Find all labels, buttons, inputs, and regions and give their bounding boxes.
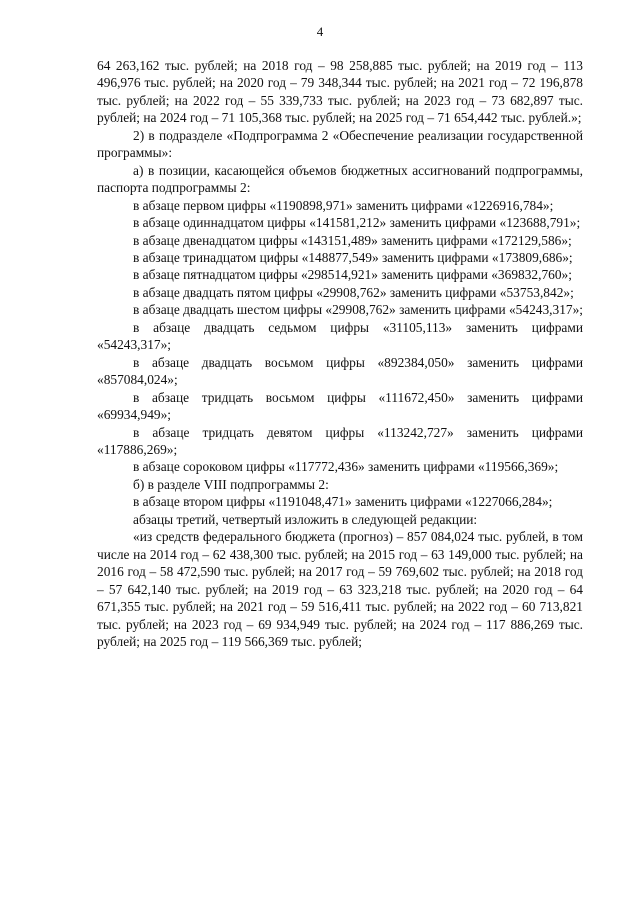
paragraph: абзацы третий, четвертый изложить в следующей редакции:	[133, 511, 478, 527]
paragraph: 64 263,162 тыс. рублей; на 2018 год – 98 258,885 тыс. рублей; на 2019 год – 113 496,976 тыс. рублей; на 2020 год – 79 348,344 тыс. рублей; на 2021 год – 72 196,878 тыс. рублей; на 2022 год – 55 339,733 тыс. рублей; на 2023 год – 73 682,897 тыс. рублей; на 2024 год – 71 105,368 тыс. рублей; на 2025 год – 71 654,442 тыс. рублей.»;	[97, 58, 583, 126]
paragraph: в абзаце одиннадцатом цифры «141581,212» заменить цифрами «123688,791»;	[133, 215, 581, 231]
paragraph: а) в позиции, касающейся объемов бюджетных ассигнований подпрограммы, паспорта подпрограммы 2:	[97, 162, 583, 196]
paragraph: в абзаце тринадцатом цифры «148877,549» заменить цифрами «173809,686»;	[133, 249, 573, 265]
paragraph: в абзаце двадцать восьмом цифры «892384,050» заменить цифрами «857084,024»;	[97, 354, 583, 388]
paragraph: в абзаце двенадцатом цифры «143151,489» заменить цифрами «172129,586»;	[133, 232, 572, 248]
paragraph: в абзаце втором цифры «1191048,471» заменить цифрами «1227066,284»;	[133, 494, 553, 510]
paragraph: в абзаце сороковом цифры «117772,436» заменить цифрами «119566,369»;	[133, 459, 559, 475]
page-number: 4	[316, 24, 324, 39]
paragraph: «из средств федерального бюджета (прогноз) – 857 084,024 тыс. рублей, в том числе на 2014 год – 62 438,300 тыс. рублей; на 2015 год – 63 149,000 тыс. рублей; на 2016 год – 58 472,590 тыс. рублей; на 2017 год – 59 769,602 тыс. рублей; на 2018 год – 57 642,140 тыс. рублей; на 2019 год – 63 323,218 тыс. рублей; на 2020 год – 64 671,355 тыс. рублей; на 2021 год – 59 516,411 тыс. рублей; на 2022 год – 60 713,821 тыс. рублей; на 2023 год – 69 934,949 тыс. рублей; на 2024 год – 117 886,269 тыс. рублей; на 2025 год – 119 566,369 тыс. рублей;	[97, 529, 583, 649]
document-body	[97, 57, 583, 650]
paragraph: в абзаце первом цифры «1190898,971» заменить цифрами «1226916,784»;	[133, 197, 554, 213]
paragraph: 2) в подразделе «Подпрограмма 2 «Обеспечение реализации государственной программы»:	[97, 127, 583, 161]
paragraph: в абзаце тридцать восьмом цифры «111672,450» заменить цифрами «69934,949»;	[97, 389, 583, 423]
paragraph: в абзаце двадцать шестом цифры «29908,762» заменить цифрами «54243,317»;	[133, 302, 584, 318]
paragraph: в абзаце двадцать седьмом цифры «31105,113» заменить цифрами «54243,317»;	[97, 319, 583, 353]
paragraph: б) в разделе VIII подпрограммы 2:	[133, 476, 329, 492]
paragraph: в абзаце пятнадцатом цифры «298514,921» заменить цифрами «369832,760»;	[133, 267, 572, 283]
paragraph: в абзаце тридцать девятом цифры «113242,727» заменить цифрами «117886,269»;	[97, 424, 583, 457]
paragraph: в абзаце двадцать пятом цифры «29908,762» заменить цифрами «53753,842»;	[133, 284, 574, 300]
